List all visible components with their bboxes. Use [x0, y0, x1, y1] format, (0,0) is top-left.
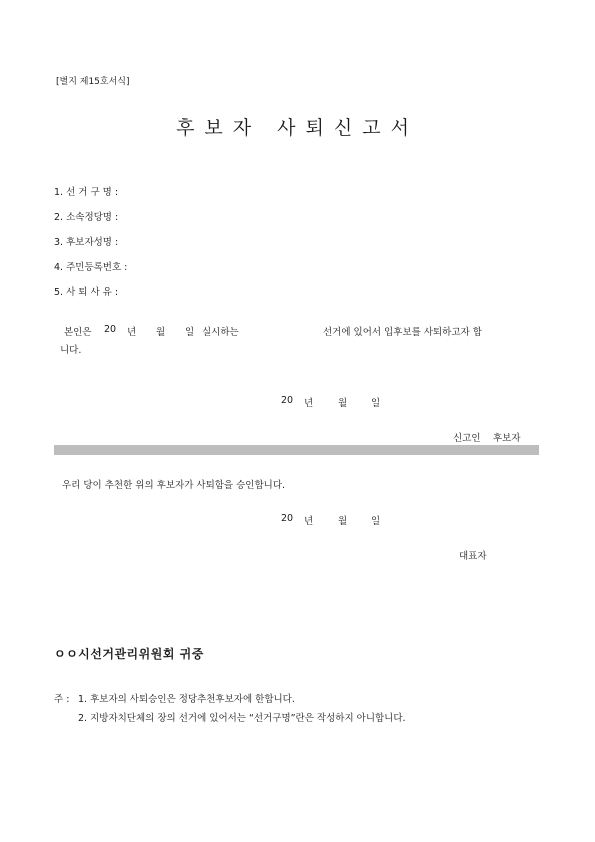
document-title: 후보자 사퇴신고서 — [176, 117, 419, 139]
field-candidate-name: 3. 후보자성명 : — [54, 237, 119, 248]
date-month-unit: 월 — [338, 516, 348, 527]
statement-day-unit: 일 — [185, 327, 195, 338]
date-day-unit: 일 — [371, 516, 381, 527]
statement-word: 니다. — [60, 345, 82, 356]
statement-month-unit: 월 — [156, 327, 166, 338]
section-divider — [54, 445, 539, 455]
date-year-unit: 년 — [304, 516, 314, 527]
reporter-role: 후보자 — [493, 433, 521, 444]
reporter-label: 신고인 — [453, 433, 481, 444]
field-election-district: 1. 선 거 구 명 : — [54, 187, 119, 198]
statement-word: 실시하는 — [202, 327, 239, 338]
note-item: 1. 후보자의 사퇴승인은 정당추천후보자에 한합니다. — [78, 694, 295, 705]
committee-addressee: ㅇㅇ시선거관리위원회 귀중 — [54, 647, 204, 661]
notes-prefix: 주 : — [54, 694, 70, 705]
date-month-unit: 월 — [338, 398, 348, 409]
note-item: 2. 지방자치단체의 장의 선거에 있어서는 “선거구명”란은 작성하지 아니합니다. — [78, 713, 406, 724]
form-number: [별지 제15호서식] — [56, 77, 130, 87]
statement-year-unit: 년 — [127, 327, 137, 338]
date-year-unit: 년 — [304, 398, 314, 409]
statement-year: 20 — [104, 324, 117, 335]
statement-word: 본인은 — [64, 327, 92, 338]
date-day-unit: 일 — [371, 398, 381, 409]
statement-word: 선거에 있어서 입후보를 사퇴하고자 합 — [323, 327, 482, 338]
date-year: 20 — [281, 395, 294, 406]
date-year: 20 — [281, 513, 294, 524]
field-party-name: 2. 소속정당명 : — [54, 212, 119, 223]
representative-label: 대표자 — [459, 551, 487, 562]
field-resident-number: 4. 주민등록번호 : — [54, 262, 128, 273]
field-resignation-reason: 5. 사 퇴 사 유 : — [54, 287, 119, 298]
party-approval-text: 우리 당이 추천한 위의 후보자가 사퇴함을 승인합니다. — [62, 480, 286, 491]
